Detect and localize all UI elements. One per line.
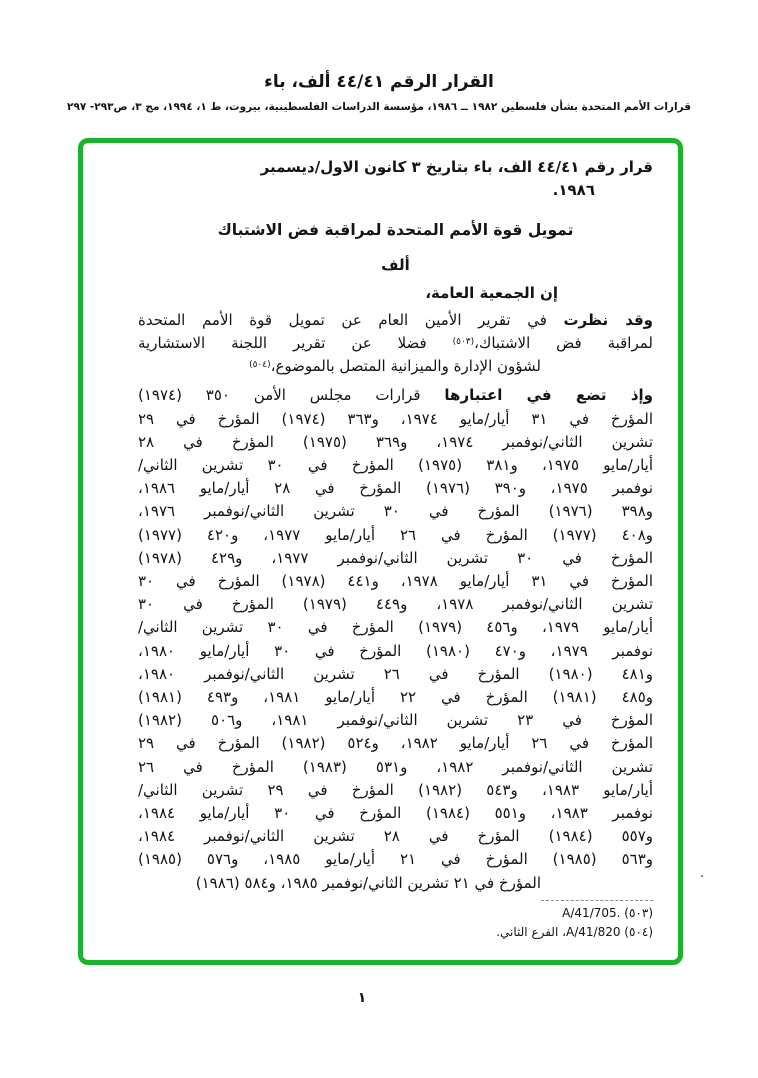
stray-ink-dot: . — [700, 866, 705, 881]
footnote-line — [138, 923, 653, 942]
text-line — [138, 431, 653, 454]
text-line — [138, 384, 653, 407]
text-line — [138, 156, 653, 179]
text-run: لشؤون الإدارة والميزانية المتصل بالموضوع، — [270, 357, 541, 376]
text-line — [138, 218, 653, 242]
text-line — [138, 802, 653, 825]
text-line — [138, 524, 653, 547]
footnote-number: (٥٠٣) — [620, 905, 653, 920]
text-run: المؤرخ في ٣٠ تشرين الثاني/نوفمبر ١٩٧٧، و٤٢٩ (١٩٧٨) — [138, 548, 654, 567]
text-run: المؤرخ في ٣١ أيار/مايو ١٩٧٨، و٤٤١ (١٩٧٨) المؤرخ في ٣٠ — [138, 572, 653, 591]
text-line — [138, 663, 653, 686]
text-run: أيار/مايو ١٩٧٩، و٤٥٦ (١٩٧٩) المؤرخ في ٣٠ تشرين الثاني/ — [138, 618, 653, 637]
lead-emphasis: وإذ تضع في اعتبارها — [444, 386, 654, 405]
text-run: تشرين الثاني/نوفمبر ١٩٨٢، و٥٣١ (١٩٨٣) المؤرخ في ٢٦ — [138, 757, 653, 776]
text-line — [138, 593, 653, 616]
source-citation: قرارات الأمم المتحدة بشأن فلسطين ١٩٨٢ ــ ١٩٨٦، مؤسسة الدراسات الفلسطينية، بيروت، ط ١، ١٩٩٤، مج ٣، ص٢٩٣- ٢٩٧ — [67, 101, 691, 113]
text-line — [138, 779, 653, 802]
text-run: قرارات مجلس الأمن ٣٥٠ (١٩٧٤) — [138, 386, 445, 405]
lead-emphasis: تمويل قوة الأمم المتحدة لمراقبة فض الاشتباك — [217, 221, 574, 240]
document-symbol: A/41/705. — [562, 905, 621, 920]
text-run: المؤرخ في ٢٣ تشرين الثاني/نوفمبر ١٩٨١، و٥٠٦ (١٩٨٢) — [138, 711, 654, 730]
text-line — [138, 355, 653, 378]
text-line — [138, 872, 653, 895]
text-run: نوفمبر ١٩٨٣، و٥٥١ (١٩٨٤) المؤرخ في ٣٠ أيار/مايو ١٩٨٤، — [138, 804, 653, 823]
text-run: تشرين الثاني/نوفمبر ١٩٧٤، و٣٦٩ (١٩٧٥) المؤرخ في ٢٨ — [138, 432, 653, 451]
text-line — [138, 332, 653, 355]
text-line — [138, 640, 653, 663]
resolution-title: القرار الرقم ٤٤/٤١ ألف، باء — [264, 72, 494, 92]
text-line — [138, 686, 653, 709]
footnote-number: (٥٠٤) — [620, 924, 653, 939]
footnote-separator — [541, 900, 653, 901]
lead-emphasis: ألف — [381, 256, 410, 275]
text-line — [138, 179, 653, 202]
text-run: و٥٥٧ (١٩٨٤) المؤرخ في ٢٨ تشرين الثاني/نوفمبر ١٩٨٤، — [138, 827, 653, 846]
text-line — [138, 254, 653, 277]
footnote-marker: (٥٠٤) — [249, 360, 271, 371]
footnote-marker: (٥٠٣) — [452, 337, 475, 348]
text-run: نوفمبر ١٩٧٥، و٣٩٠ (١٩٧٦) المؤرخ في ٢٨ أيار/مايو ١٩٨٦، — [138, 479, 653, 498]
text-line — [138, 454, 653, 477]
page-number: ١ — [357, 990, 367, 1006]
text-line — [138, 309, 653, 332]
text-run: تشرين الثاني/نوفمبر ١٩٧٨، و٤٤٩ (١٩٧٩) المؤرخ في ٣٠ — [138, 595, 653, 614]
lead-emphasis: ١٩٨٦. — [552, 181, 595, 200]
text-line — [138, 547, 653, 570]
resolution-body — [138, 156, 653, 942]
text-run: في تقرير الأمين العام عن تمويل قوة الأمم المتحدة — [138, 310, 564, 329]
footnote-note: ، الفرع الثاني. — [496, 924, 566, 939]
text-run: المؤرخ في ٣١ أيار/مايو ١٩٧٤، و٣٦٣ (١٩٧٤) المؤرخ في ٢٩ — [138, 409, 653, 428]
text-line — [138, 500, 653, 523]
footnotes — [138, 904, 653, 942]
text-line — [138, 825, 653, 848]
text-line — [138, 570, 653, 593]
lead-emphasis: إن الجمعية العامة، — [425, 283, 558, 302]
text-run: و٤٨١ (١٩٨٠) المؤرخ في ٢٦ تشرين الثاني/نوفمبر ١٩٨٠، — [138, 664, 653, 683]
text-run: المؤرخ في ٢١ تشرين الثاني/نوفمبر ١٩٨٥، و٥٨٤ (١٩٨٦) — [195, 873, 541, 892]
text-run: المؤرخ في ٢٦ أيار/مايو ١٩٨٢، و٥٢٤ (١٩٨٢) المؤرخ في ٢٩ — [138, 734, 653, 753]
text-run: و٤٨٥ (١٩٨١) المؤرخ في ٢٢ أيار/مايو ١٩٨١، و٤٩٣ (١٩٨١) — [138, 688, 653, 707]
text-line — [138, 756, 653, 779]
text-run: و٣٩٨ (١٩٧٦) المؤرخ في ٣٠ تشرين الثاني/نوفمبر ١٩٧٦، — [138, 502, 653, 521]
lead-emphasis: وقد نظرت — [563, 310, 653, 329]
text-run: نوفمبر ١٩٧٩، و٤٧٠ (١٩٨٠) المؤرخ في ٣٠ أيار/مايو ١٩٨٠، — [138, 641, 653, 660]
lead-emphasis: قرار رقم ٤٤/٤١ الف، باء بتاريخ ٣ كانون الاول/ديسمبر — [260, 158, 653, 176]
document-symbol: A/41/820 — [566, 924, 621, 939]
text-line — [138, 616, 653, 639]
text-run: لمراقبة فض الاشتباك، — [474, 334, 653, 353]
text-line — [138, 848, 653, 871]
text-line — [138, 282, 653, 305]
text-run: أيار/مايو ١٩٧٥، و٣٨١ (١٩٧٥) المؤرخ في ٣٠ تشرين الثاني/ — [138, 456, 653, 475]
text-line — [138, 709, 653, 732]
text-line — [138, 732, 653, 755]
box-lines — [138, 156, 653, 895]
text-run: و٥٦٣ (١٩٨٥) المؤرخ في ٢١ أيار/مايو ١٩٨٥، و٥٧٦ (١٩٨٥) — [138, 850, 653, 869]
text-line — [138, 408, 653, 431]
text-run: فضلا عن تقرير اللجنة الاستشارية — [138, 334, 453, 353]
text-run: و٤٠٨ (١٩٧٧) المؤرخ في ٢٦ أيار/مايو ١٩٧٧، و٤٢٠ (١٩٧٧) — [138, 525, 653, 544]
text-line — [138, 477, 653, 500]
footnote-line — [138, 904, 653, 923]
text-run: أيار/مايو ١٩٨٣، و٥٤٣ (١٩٨٢) المؤرخ في ٢٩ تشرين الثاني/ — [138, 780, 653, 799]
